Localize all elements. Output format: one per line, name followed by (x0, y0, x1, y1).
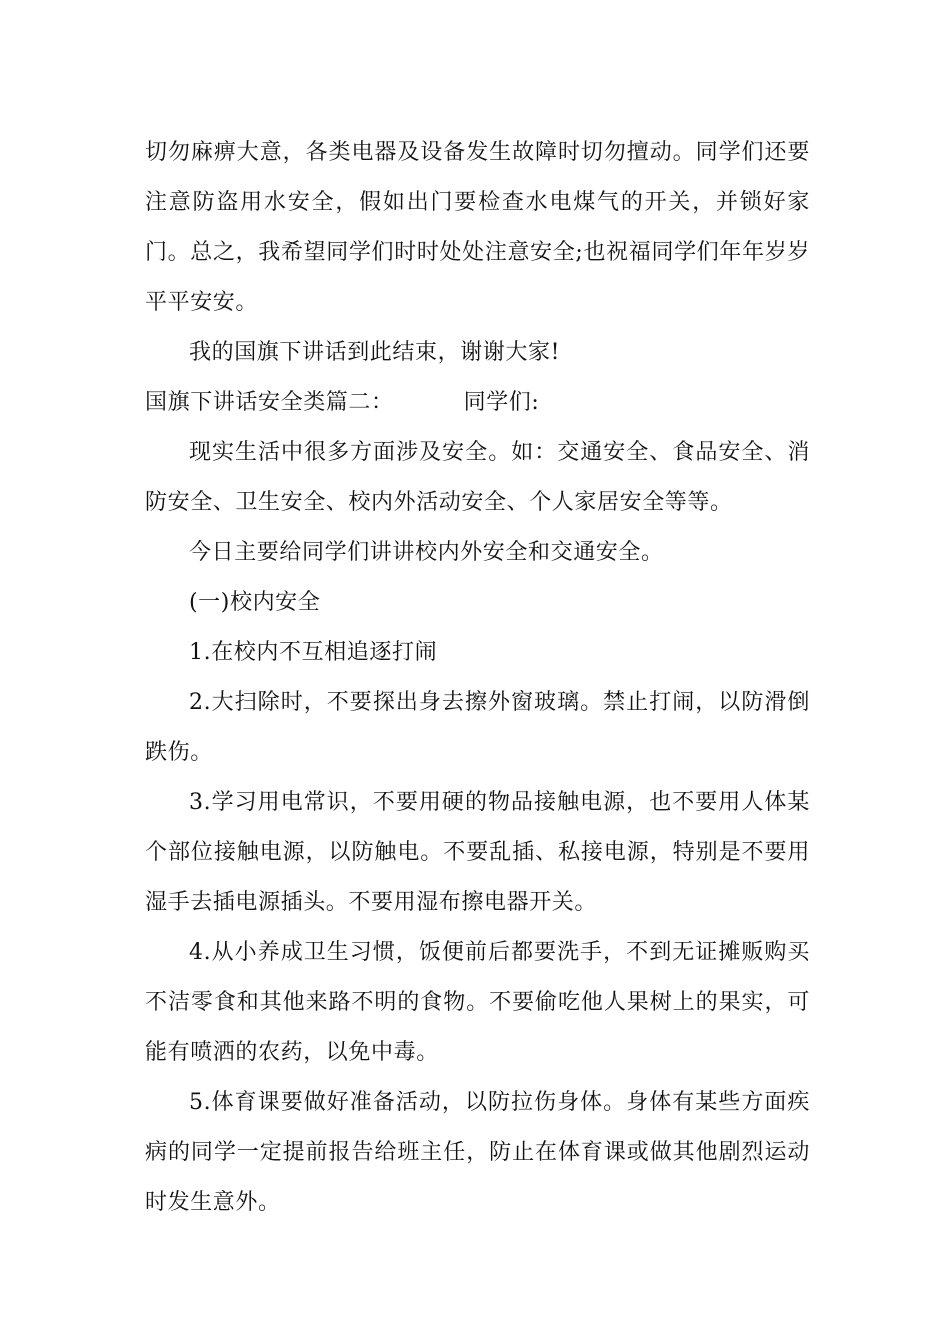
salutation: 同学们: (463, 390, 540, 415)
section-title: 国旗下讲话安全类篇二： (145, 390, 394, 415)
list-item-5: 5.体育课要做好准备活动，以防拉伤身体。身体有某些方面疾病的同学一定提前报告给班主任，防止在体育课或做其他剧烈运动时发生意外。 (145, 1090, 810, 1215)
list-item-2: 2.大扫除时，不要探出身去擦外窗玻璃。禁止打闹，以防滑倒跌伤。 (145, 690, 810, 765)
paragraph-topic-intro: 今日主要给同学们讲讲校内外安全和交通安全。 (189, 540, 664, 565)
paragraph-speech-end: 我的国旗下讲话到此结束，谢谢大家! (189, 340, 561, 365)
paragraph-closing-advice: 切勿麻痹大意，各类电器及设备发生故障时切勿擅动。同学们还要注意防盗用水安全，假如出门要检查水电煤气的开关，并锁好家门。总之，我希望同学们时时处处注意安全;也祝福同学们年年岁岁平平安安。 (145, 140, 810, 315)
paragraph-safety-aspects: 现实生活中很多方面涉及安全。如：交通安全、食品安全、消防安全、卫生安全、校内外活动安全、个人家居安全等等。 (145, 440, 810, 515)
section-heading-line (145, 378, 810, 428)
list-item-4: 4.从小养成卫生习惯，饭便前后都要洗手，不到无证摊贩购买不洁零食和其他来路不明的食物。不要偷吃他人果树上的果实，可能有喷洒的农药，以免中毒。 (145, 940, 810, 1065)
list-item-1: 1.在校内不互相追逐打闹 (189, 640, 438, 665)
list-item-3: 3.学习用电常识，不要用硬的物品接触电源，也不要用人体某个部位接触电源，以防触电。不要乱插、私接电源，特别是不要用湿手去插电源插头。不要用湿布擦电器开关。 (145, 790, 810, 915)
document-body (145, 128, 810, 1228)
subheading-campus-safety: (一)校内安全 (189, 590, 321, 615)
